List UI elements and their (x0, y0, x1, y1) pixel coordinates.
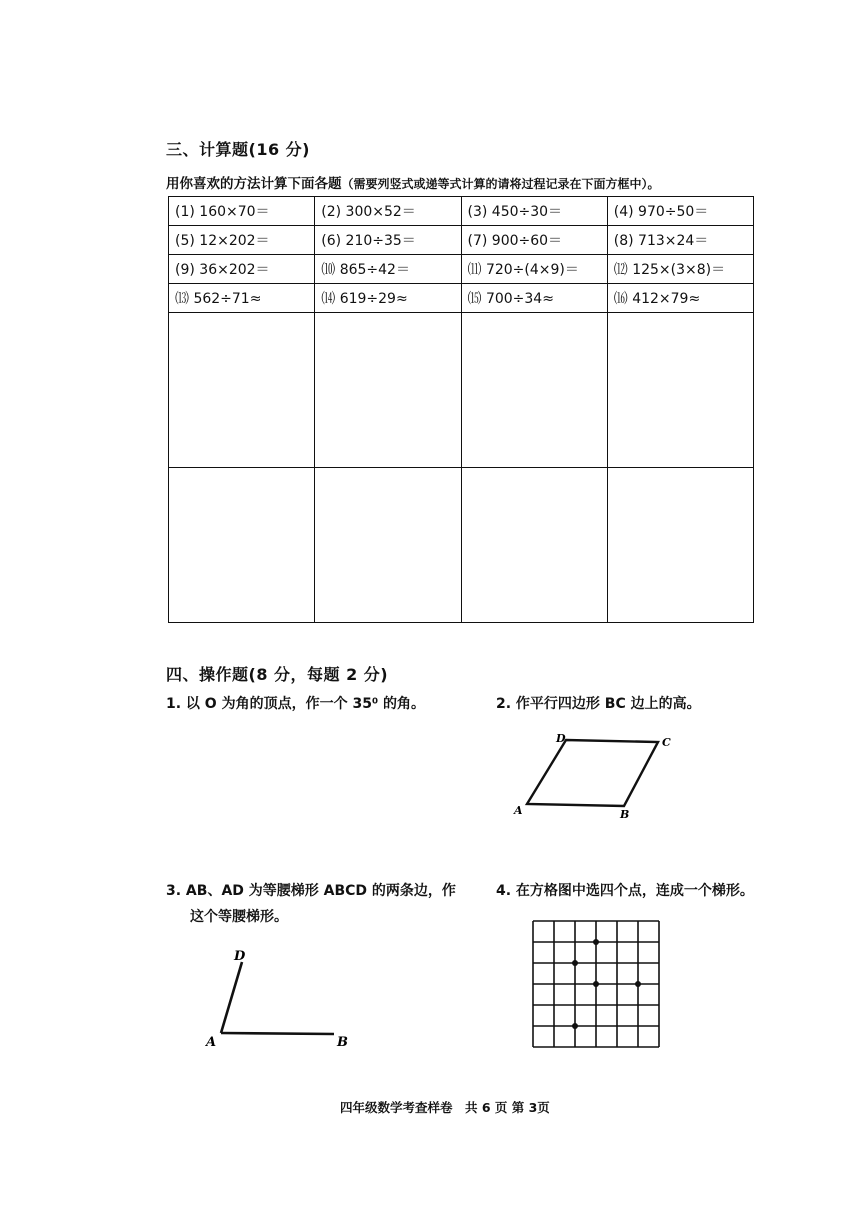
problem-cell: (8) 713×24＝ (607, 226, 753, 255)
label-d: D (234, 949, 246, 964)
question-3-line1: 3. AB、AD 为等腰梯形 ABCD 的两条边，作 (166, 883, 456, 899)
grid-point[interactable] (593, 939, 599, 945)
grid-point[interactable] (572, 1023, 578, 1029)
dot-grid (530, 918, 665, 1053)
problem-cell: (6) 210÷35＝ (315, 226, 461, 255)
section4-title: 四、操作题(8 分，每题 2 分) (166, 665, 389, 684)
problem-cell: (2) 300×52＝ (315, 197, 461, 226)
work-row (169, 313, 754, 468)
problem-cell: ⒀ 562÷71≈ (169, 284, 315, 313)
parallelogram-figure (500, 728, 700, 828)
work-box[interactable] (169, 468, 315, 623)
problem-cell: (4) 970÷50＝ (607, 197, 753, 226)
side-ab (221, 1033, 334, 1034)
page-footer: 四年级数学考查样卷 共 6 页 第 3页 (340, 1100, 550, 1115)
work-box[interactable] (461, 468, 607, 623)
work-box[interactable] (315, 313, 461, 468)
problem-cell: (7) 900÷60＝ (461, 226, 607, 255)
side-ad (221, 962, 242, 1033)
instruction-main: 用你喜欢的方法计算下面各题 (166, 176, 342, 192)
problem-cell: ⒁ 619÷29≈ (315, 284, 461, 313)
section3-instruction (166, 172, 660, 192)
work-box[interactable] (461, 313, 607, 468)
parallelogram-shape (527, 740, 658, 806)
label-a: A (206, 1035, 217, 1050)
table-row (169, 197, 754, 226)
problem-cell: (3) 450÷30＝ (461, 197, 607, 226)
question-1: 1. 以 O 为角的顶点，作一个 35⁰ 的角。 (166, 696, 425, 712)
problem-cell: (9) 36×202＝ (169, 255, 315, 284)
table-row (169, 255, 754, 284)
problem-cell: ⑾ 720÷(4×9)＝ (461, 255, 607, 284)
grid-point[interactable] (572, 960, 578, 966)
problem-cell: (5) 12×202＝ (169, 226, 315, 255)
work-box[interactable] (607, 313, 753, 468)
label-b: B (620, 808, 630, 821)
instruction-note: （需要列竖式或递等式计算的请将过程记录在下面方框中）。 (341, 177, 660, 191)
problem-cell: ⒂ 700÷34≈ (461, 284, 607, 313)
table-row (169, 284, 754, 313)
question-4: 4. 在方格图中选四个点，连成一个梯形。 (496, 883, 754, 899)
grid-point[interactable] (635, 981, 641, 987)
question-3-line2: 这个等腰梯形。 (190, 909, 288, 925)
label-b: B (337, 1035, 348, 1050)
grid-point[interactable] (593, 981, 599, 987)
work-row (169, 468, 754, 623)
problem-cell: ⒃ 412×79≈ (607, 284, 753, 313)
label-d: D (556, 732, 566, 745)
work-box[interactable] (315, 468, 461, 623)
work-box[interactable] (169, 313, 315, 468)
label-a: A (514, 804, 523, 817)
angle-figure (200, 940, 360, 1060)
problem-cell: ⑿ 125×(3×8)＝ (607, 255, 753, 284)
problem-cell: ⑽ 865÷42＝ (315, 255, 461, 284)
section3-title: 三、计算题(16 分) (166, 140, 310, 159)
question-2: 2. 作平行四边形 BC 边上的高。 (496, 696, 701, 712)
label-c: C (662, 736, 671, 749)
table-row (169, 226, 754, 255)
calculation-table (168, 196, 754, 623)
problem-cell: (1) 160×70＝ (169, 197, 315, 226)
work-box[interactable] (607, 468, 753, 623)
